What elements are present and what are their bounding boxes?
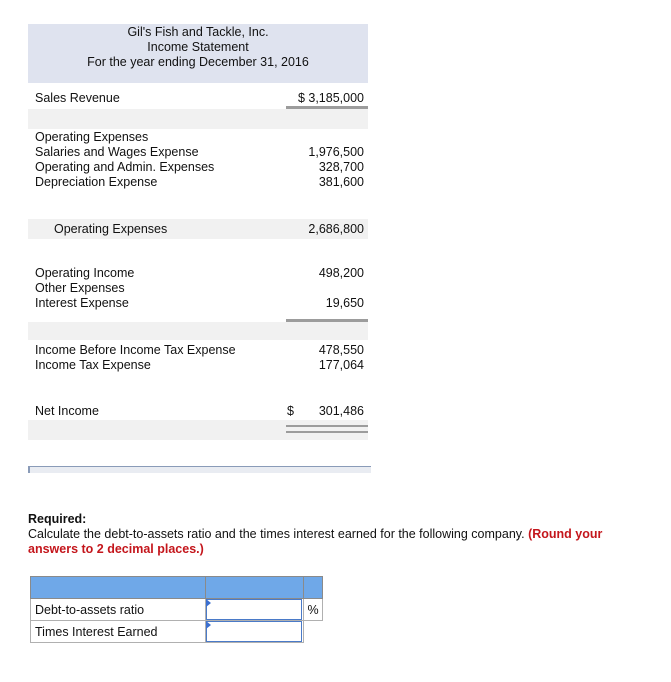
operating-expenses-heading: Operating Expenses	[35, 130, 149, 144]
income-tax-expense-label: Income Tax Expense	[35, 358, 151, 372]
operating-income-label: Operating Income	[35, 266, 135, 280]
times-interest-earned-label: Times Interest Earned	[31, 621, 206, 643]
company-name: Gil's Fish and Tackle, Inc.	[127, 25, 269, 39]
income-tax-expense-value: 177,064	[318, 358, 364, 372]
income-before-tax-label: Income Before Income Tax Expense	[35, 343, 236, 357]
income-before-tax-value: 478,550	[318, 343, 364, 357]
required-text: Calculate the debt-to-assets ratio and the times interest earned for the following company.	[28, 527, 525, 541]
debt-to-assets-label: Debt-to-assets ratio	[31, 599, 206, 621]
debt-to-assets-input[interactable]	[206, 599, 302, 620]
header-cell	[206, 577, 304, 599]
debt-to-assets-cell	[206, 599, 304, 621]
net-income-double-underline-bottom	[286, 431, 368, 433]
income-statement	[28, 24, 368, 418]
operating-income-value: 498,200	[318, 266, 364, 280]
interest-expense-label: Interest Expense	[35, 296, 129, 310]
expense-label: Salaries and Wages Expense	[35, 145, 199, 159]
net-income-row	[28, 404, 368, 420]
required-section	[28, 512, 648, 557]
answer-row-debt-to-assets	[31, 599, 323, 621]
rounding-note: (Round your answers to 2 decimal places.)	[28, 527, 603, 556]
net-income-value: 301,486	[318, 404, 364, 418]
statement-footer-bar	[28, 466, 371, 473]
net-income-double-underline-top	[286, 425, 368, 427]
header-cell	[31, 577, 206, 599]
spacer-band	[28, 109, 368, 129]
spacer-band	[28, 420, 368, 440]
other-expenses-label: Other Expenses	[35, 281, 125, 295]
expense-value: 381,600	[318, 175, 364, 189]
input-marker-icon	[206, 621, 211, 629]
spacer-band	[28, 322, 368, 340]
empty-unit	[304, 621, 323, 643]
total-operating-expenses-row	[28, 219, 368, 239]
required-heading: Required:	[28, 512, 87, 526]
input-marker-icon	[206, 599, 211, 607]
sales-revenue-label: Sales Revenue	[35, 91, 120, 105]
statement-period: For the year ending December 31, 2016	[87, 55, 309, 69]
statement-title: Income Statement	[147, 40, 249, 54]
expense-value: 1,976,500	[308, 145, 364, 159]
net-income-currency: $	[287, 404, 294, 418]
times-interest-earned-cell	[206, 621, 304, 643]
statement-header	[28, 24, 368, 83]
interest-expense-value: 19,650	[325, 296, 364, 310]
answer-table-header	[31, 577, 323, 599]
sales-revenue-value: $ 3,185,000	[297, 91, 364, 105]
answer-row-times-interest-earned	[31, 621, 323, 643]
percent-unit: %	[304, 599, 323, 621]
total-operating-expenses-value: 2,686,800	[308, 222, 364, 236]
total-operating-expenses-label: Operating Expenses	[54, 222, 168, 236]
net-income-label: Net Income	[35, 404, 99, 418]
expense-label: Operating and Admin. Expenses	[35, 160, 215, 174]
expense-value: 328,700	[318, 160, 364, 174]
times-interest-earned-input[interactable]	[206, 621, 302, 642]
answer-table	[30, 576, 323, 643]
header-cell	[304, 577, 323, 599]
expense-label: Depreciation Expense	[35, 175, 158, 189]
